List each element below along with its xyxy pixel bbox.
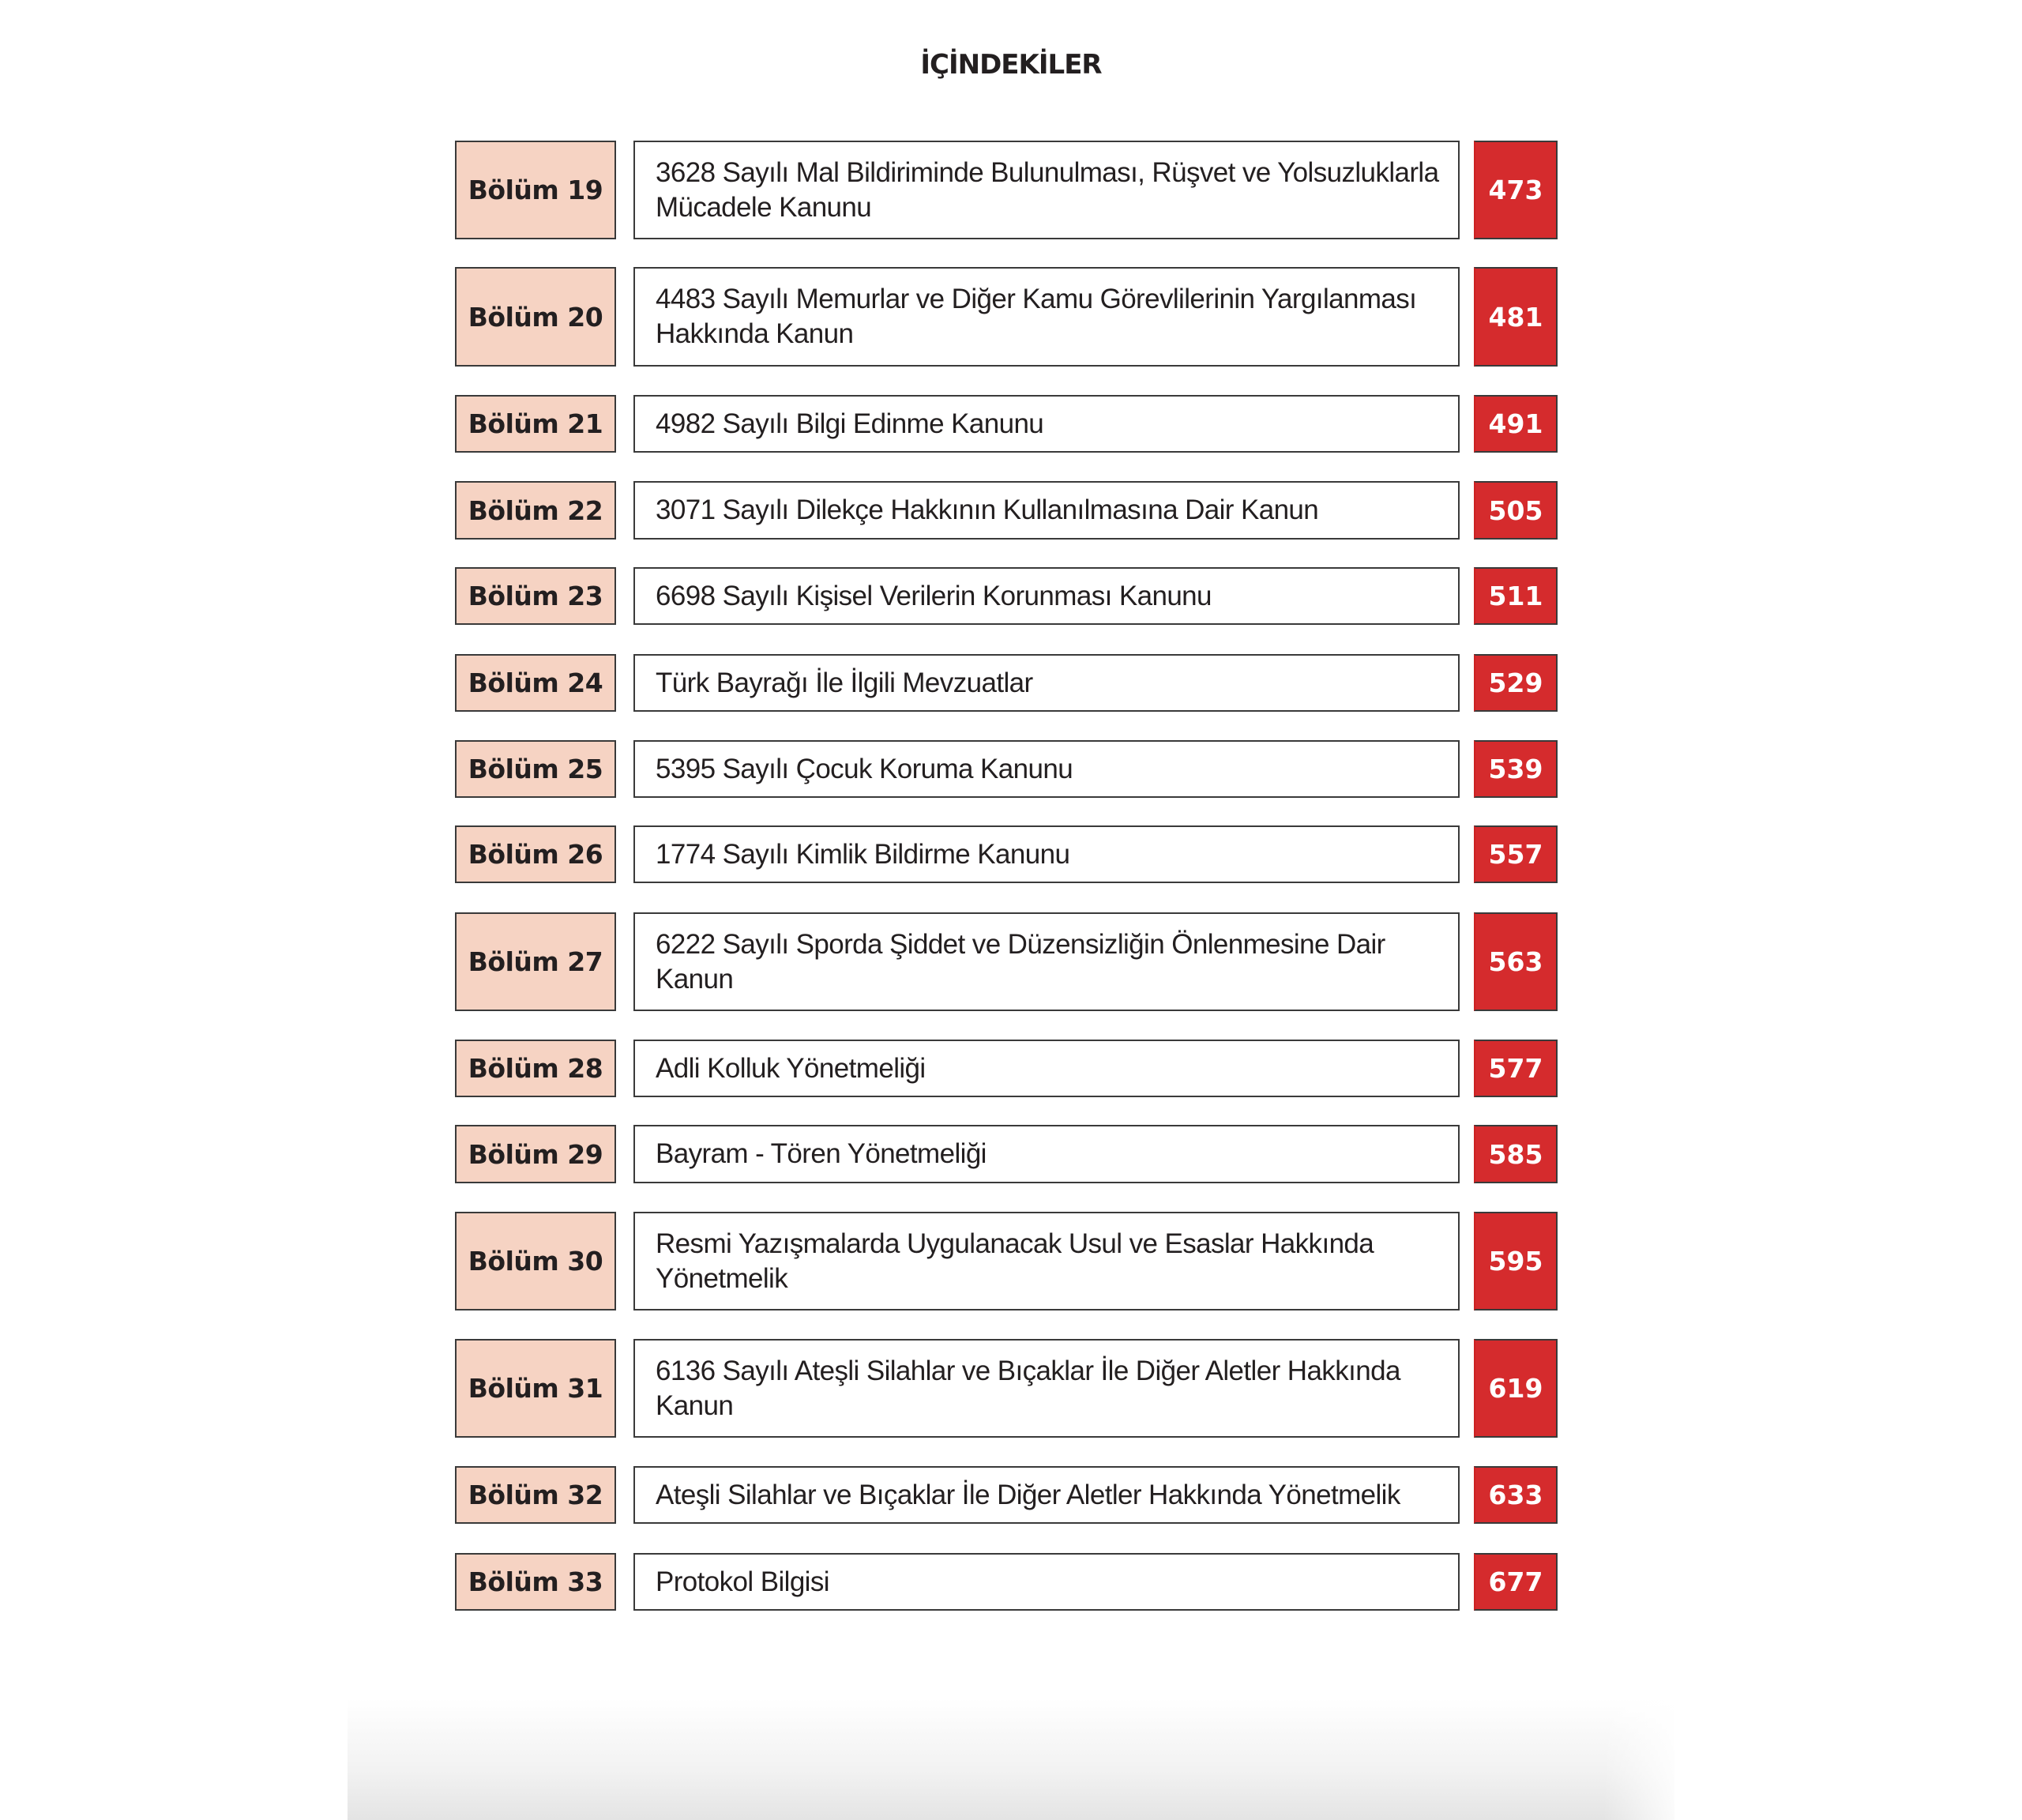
chapter-title[interactable]: 5395 Sayılı Çocuk Koruma Kanunu (633, 740, 1460, 798)
chapter-title[interactable]: 3071 Sayılı Dilekçe Hakkının Kullanılmasına Dair Kanun (633, 481, 1460, 540)
toc-entry[interactable] (0, 481, 2022, 540)
toc-entry[interactable] (0, 1466, 2022, 1524)
page-title: İÇİNDEKİLER (920, 49, 1102, 81)
chapter-label: Bölüm 29 (455, 1125, 616, 1183)
chapter-label: Bölüm 32 (455, 1466, 616, 1524)
toc-entry[interactable] (0, 1040, 2022, 1097)
page-number[interactable]: 633 (1474, 1466, 1558, 1524)
chapter-title[interactable]: Türk Bayrağı İle İlgili Mevzuatlar (633, 654, 1460, 712)
chapter-title[interactable]: 3628 Sayılı Mal Bildiriminde Bulunulması, Rüşvet ve Yolsuzluklarla Mücadele Kanunu (633, 141, 1460, 239)
chapter-title[interactable]: Protokol Bilgisi (633, 1553, 1460, 1611)
toc-entry[interactable] (0, 1553, 2022, 1611)
chapter-label: Bölüm 19 (455, 141, 616, 239)
chapter-title[interactable]: Resmi Yazışmalarda Uygulanacak Usul ve Esaslar Hakkında Yönetmelik (633, 1212, 1460, 1310)
chapter-title[interactable]: Adli Kolluk Yönetmeliği (633, 1040, 1460, 1097)
chapter-label: Bölüm 20 (455, 267, 616, 367)
page-number[interactable]: 585 (1474, 1125, 1558, 1183)
chapter-title[interactable]: Ateşli Silahlar ve Bıçaklar İle Diğer Aletler Hakkında Yönetmelik (633, 1466, 1460, 1524)
page-number[interactable]: 491 (1474, 395, 1558, 453)
chapter-label: Bölüm 31 (455, 1339, 616, 1438)
page-number[interactable]: 619 (1474, 1339, 1558, 1438)
toc-entry[interactable] (0, 267, 2022, 367)
toc-entry[interactable] (0, 912, 2022, 1011)
page-number[interactable]: 563 (1474, 912, 1558, 1011)
chapter-label: Bölüm 25 (455, 740, 616, 798)
page-number[interactable]: 511 (1474, 567, 1558, 625)
chapter-label: Bölüm 23 (455, 567, 616, 625)
page-number[interactable]: 473 (1474, 141, 1558, 239)
page-number[interactable]: 539 (1474, 740, 1558, 798)
page-number[interactable]: 529 (1474, 654, 1558, 712)
chapter-label: Bölüm 28 (455, 1040, 616, 1097)
page-number[interactable]: 505 (1474, 481, 1558, 540)
chapter-label: Bölüm 33 (455, 1553, 616, 1611)
toc-entry[interactable] (0, 567, 2022, 625)
toc-entry[interactable] (0, 1125, 2022, 1183)
toc-entry[interactable] (0, 825, 2022, 883)
chapter-title[interactable]: 6698 Sayılı Kişisel Verilerin Korunması Kanunu (633, 567, 1460, 625)
chapter-title[interactable]: 4982 Sayılı Bilgi Edinme Kanunu (633, 395, 1460, 453)
page-number[interactable]: 577 (1474, 1040, 1558, 1097)
toc-entry[interactable] (0, 654, 2022, 712)
toc-entry[interactable] (0, 1212, 2022, 1310)
chapter-label: Bölüm 21 (455, 395, 616, 453)
chapter-title[interactable]: 6222 Sayılı Sporda Şiddet ve Düzensizliğin Önlenmesine Dair Kanun (633, 912, 1460, 1011)
chapter-title[interactable]: Bayram - Tören Yönetmeliği (633, 1125, 1460, 1183)
chapter-label: Bölüm 26 (455, 825, 616, 883)
chapter-label: Bölüm 30 (455, 1212, 616, 1310)
page-number[interactable]: 595 (1474, 1212, 1558, 1310)
chapter-label: Bölüm 22 (455, 481, 616, 540)
chapter-label: Bölüm 27 (455, 912, 616, 1011)
page-number[interactable]: 677 (1474, 1553, 1558, 1611)
page-number[interactable]: 481 (1474, 267, 1558, 367)
chapter-title[interactable]: 1774 Sayılı Kimlik Bildirme Kanunu (633, 825, 1460, 883)
toc-entry[interactable] (0, 1339, 2022, 1438)
chapter-title[interactable]: 6136 Sayılı Ateşli Silahlar ve Bıçaklar İle Diğer Aletler Hakkında Kanun (633, 1339, 1460, 1438)
toc-entry[interactable] (0, 395, 2022, 453)
toc-entry[interactable] (0, 740, 2022, 798)
toc-entry[interactable] (0, 141, 2022, 239)
chapter-label: Bölüm 24 (455, 654, 616, 712)
page-bottom-shadow (348, 1698, 1674, 1820)
chapter-title[interactable]: 4483 Sayılı Memurlar ve Diğer Kamu Görevlilerinin Yargılanması Hakkında Kanun (633, 267, 1460, 367)
page-number[interactable]: 557 (1474, 825, 1558, 883)
